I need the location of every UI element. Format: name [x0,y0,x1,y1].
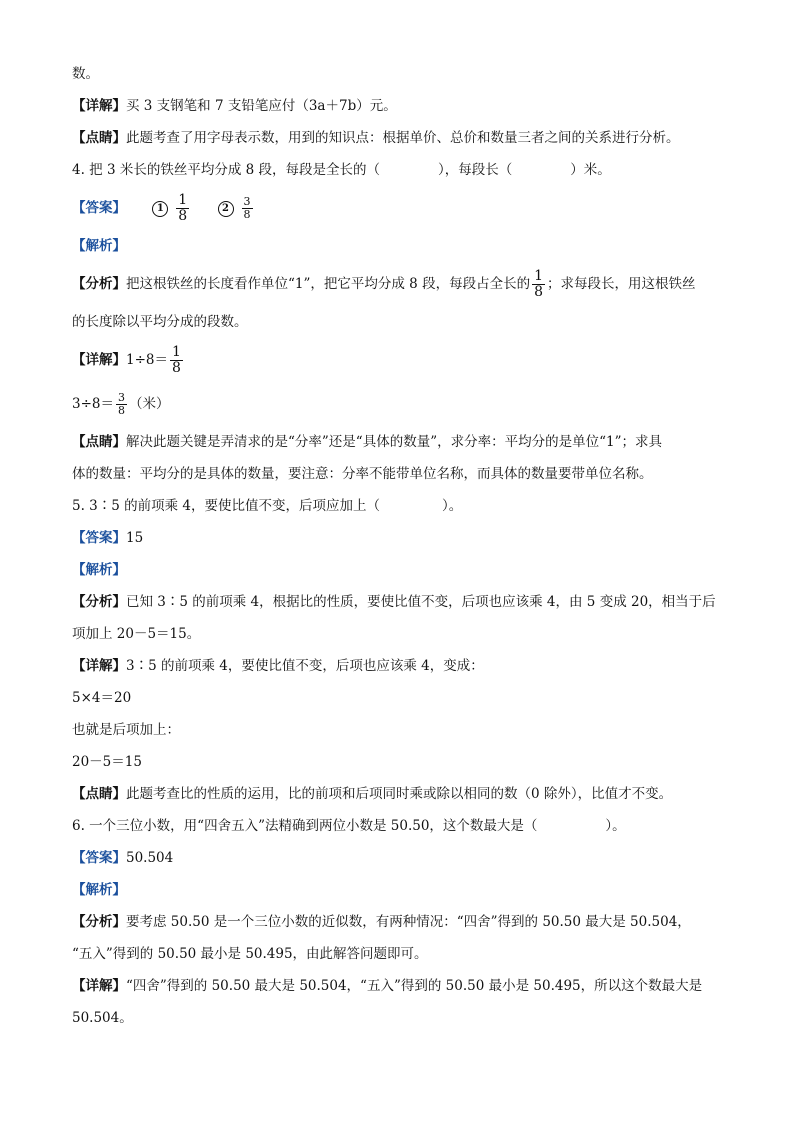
comment-line [72,458,722,490]
analysis-tag: 【解析】 [72,562,126,578]
fraction-numerator: 1 [178,191,188,208]
analysis-text: 把这根铁丝的长度看作单位“1”，把它平均分成 8 段，每段占全长的 [126,276,531,292]
fraction-denominator: 8 [243,208,251,221]
fraction-denominator: 8 [172,360,181,376]
fraction-denominator: 8 [118,404,125,417]
answer-tag: 【答案】 [72,530,126,546]
question-4-part-c: ）米。 [570,162,611,178]
comment-tag: 【点睛】 [72,786,126,802]
comment-tag: 【点睛】 [72,130,126,146]
comment-line [72,122,722,154]
detail-tag: 【详解】 [72,352,126,368]
text-line [72,58,722,90]
detail-text: 3÷8＝ [72,396,114,412]
answer-value: 50.504 [126,850,174,866]
detail-line [72,1002,722,1034]
analysis-heading [72,874,722,906]
fraction [176,193,189,225]
analysis-heading [72,554,722,586]
question-4-part-a: 4. 把 3 米长的铁丝平均分成 8 段，每段是全长的（ [72,162,381,178]
analysis-sub-tag: 【分析】 [72,276,126,292]
analysis-text: 已知 3∶5 的前项乘 4，根据比的性质，要使比值不变，后项也应该乘 4，由 5 变成 20，相当于后 [126,594,716,610]
analysis-line [72,938,722,970]
question-5 [72,490,722,522]
detail-text: 买 3 支钢笔和 7 支铅笔应付（3a＋7b）元。 [126,98,397,114]
analysis-line [72,262,722,306]
detail-text: 3∶5 的前项乘 4，要使比值不变，后项也应该乘 4，变成： [126,658,484,674]
fraction [242,196,253,221]
answer-5 [72,522,722,554]
detail-text: 50.504。 [72,1010,133,1026]
comment-line [72,426,722,458]
detail-text: 1÷8＝ [126,352,168,368]
document-page [72,58,722,1034]
fraction-numerator: 3 [118,390,125,404]
text-span: 数。 [72,66,99,82]
fraction-denominator: 8 [534,284,543,300]
question-6-part-b: ）。 [605,818,626,834]
detail-text: 也就是后项加上： [72,722,180,738]
comment-text: 体的数量：平均分的是具体的数量，要注意：分率不能带单位名称，而具体的数量要带单位名称。 [72,466,653,482]
fraction [116,392,127,417]
detail-tag: 【详解】 [72,98,126,114]
question-5-part-a: 5. 3∶5 的前项乘 4，要使比值不变，后项应加上（ [72,498,381,514]
detail-line [72,682,722,714]
fraction-numerator: 1 [172,343,181,360]
analysis-text: ；求每段长，用这根铁丝 [547,276,696,292]
answer-value: 15 [126,530,144,546]
detail-text: 20－5＝15 [72,754,142,770]
analysis-line [72,618,722,650]
analysis-sub-tag: 【分析】 [72,594,126,610]
detail-line [72,338,722,382]
question-4 [72,154,722,186]
analysis-heading [72,230,722,262]
detail-line [72,970,722,1002]
analysis-tag: 【解析】 [72,238,126,254]
fraction-numerator: 3 [243,194,251,208]
comment-tag: 【点睛】 [72,434,126,450]
comment-text: 此题考查比的性质的运用，比的前项和后项同时乘或除以相同的数（0 除外），比值才不变。 [126,786,673,802]
analysis-text: 项加上 20－5＝15。 [72,626,201,642]
detail-text: （米） [129,396,170,412]
detail-line [72,714,722,746]
fraction-numerator: 1 [534,267,543,284]
answer-6 [72,842,722,874]
analysis-line [72,306,722,338]
analysis-tag: 【解析】 [72,882,126,898]
fraction-denominator: 8 [178,208,188,224]
detail-line [72,382,722,426]
detail-line [72,650,722,682]
detail-tag: 【详解】 [72,978,126,994]
question-6 [72,810,722,842]
comment-text: 解决此题关键是弄清求的是“分率”还是“具体的数量”，求分率：平均分的是单位“1”；求具 [126,434,662,450]
question-6-part-a: 6. 一个三位小数，用“四舍五入”法精确到两位小数是 50.50，这个数最大是（ [72,818,538,834]
question-5-part-b: ）。 [442,498,463,514]
analysis-text: 的长度除以平均分成的段数。 [72,314,248,330]
analysis-text: 要考虑 50.50 是一个三位小数的近似数，有两种情况：“四舍”得到的 50.50 最大是 50.504， [126,914,691,930]
detail-line [72,90,722,122]
detail-text: 5×4＝20 [72,690,132,706]
answer-tag: 【答案】 [72,200,126,216]
fraction [532,269,545,301]
detail-tag: 【详解】 [72,658,126,674]
fraction [170,345,183,377]
detail-line [72,746,722,778]
answer-tag: 【答案】 [72,850,126,866]
circled-number-icon: 2 [218,201,234,217]
comment-text: 此题考查了用字母表示数，用到的知识点：根据单价、总价和数量三者之间的关系进行分析。 [126,130,680,146]
analysis-line [72,586,722,618]
question-4-part-b: ），每段长（ [438,162,513,178]
comment-line [72,778,722,810]
detail-text: “四舍”得到的 50.50 最大是 50.504，“五入”得到的 50.50 最小是 50.495，所以这个数最大是 [126,978,703,994]
circled-number-icon: 1 [152,201,168,217]
analysis-sub-tag: 【分析】 [72,914,126,930]
analysis-text: “五入”得到的 50.50 最小是 50.495，由此解答问题即可。 [72,946,428,962]
answer-4 [72,186,722,230]
analysis-line [72,906,722,938]
